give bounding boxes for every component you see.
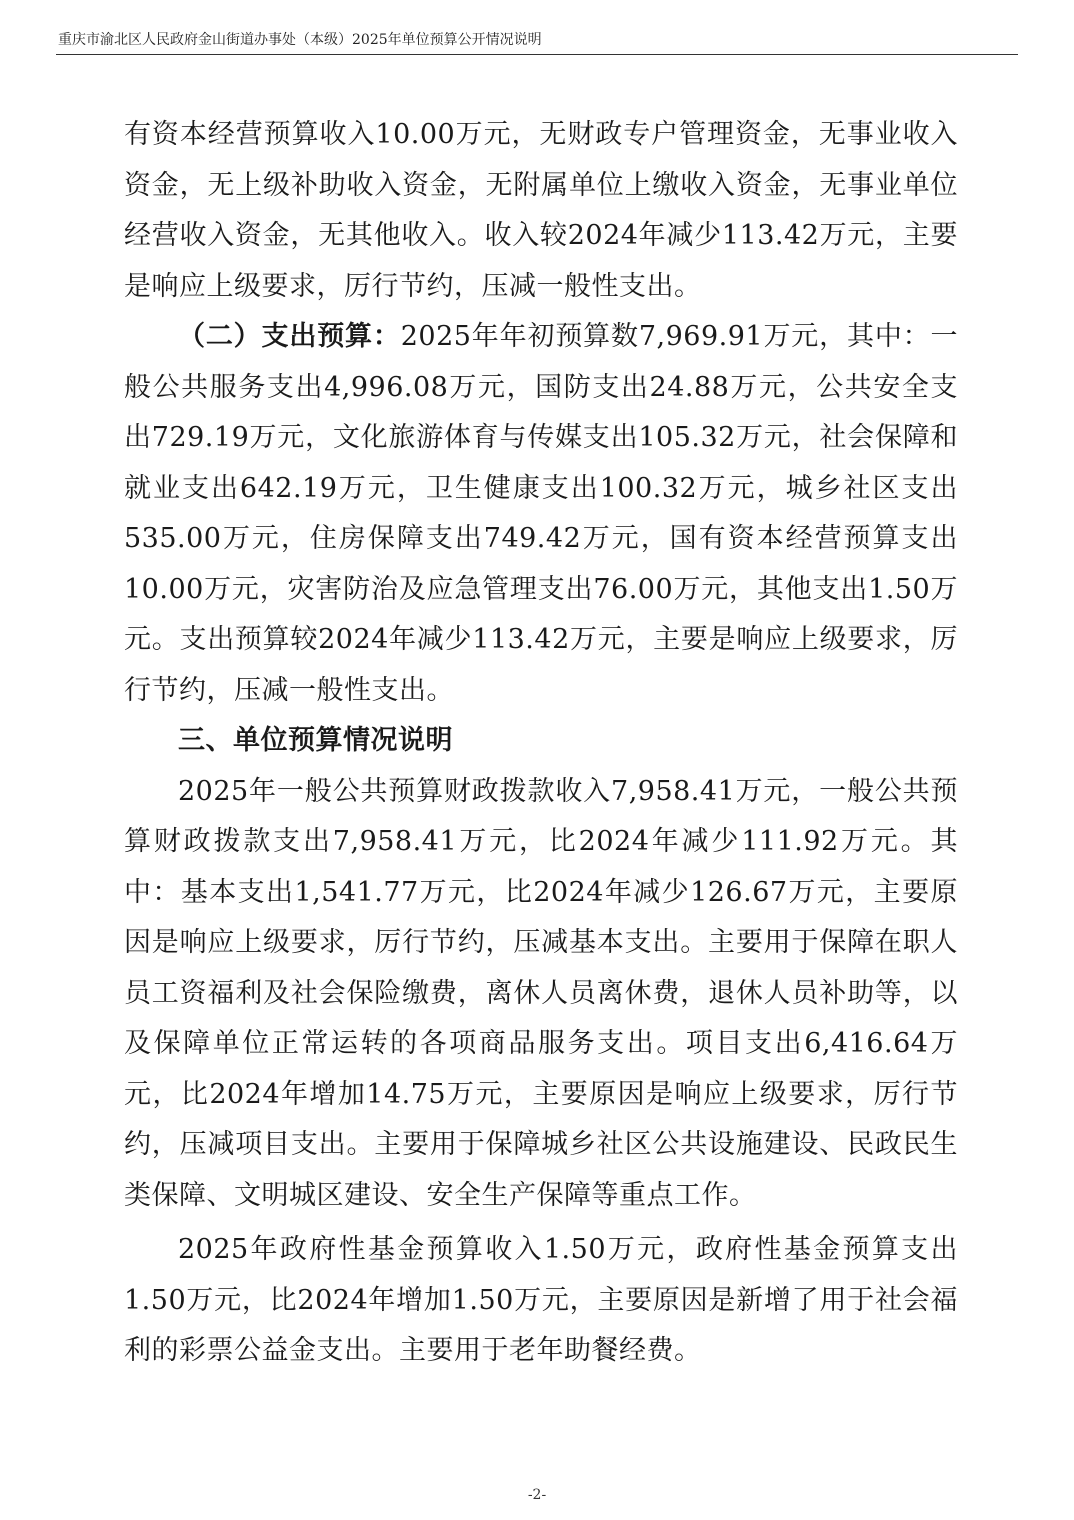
expenditure-budget-subtitle: （二）支出预算：	[178, 321, 401, 352]
running-header: 重庆市渝北区人民政府金山街道办事处（本级）2025年单位预算公开情况说明	[58, 32, 542, 48]
section-heading-unit-budget: 三、单位预算情况说明	[178, 725, 453, 756]
paragraph-income-continuation: 有资本经营预算收入10.00万元，无财政专户管理资金，无事业收入资金，无上级补助收入资金，无附属单位上缴收入资金，无事业单位经营收入资金，无其他收入。收入较2024年减少113.42万元，主要是响应上级要求，厉行节约，压减一般性支出。	[124, 119, 958, 302]
page-number: -2-	[527, 1487, 547, 1503]
paragraph-expenditure-budget	[124, 312, 958, 716]
paragraph-general-public-budget: 2025年一般公共预算财政拨款收入7,958.41万元，一般公共预算财政拨款支出7,958.41万元，比2024年减少111.92万元。其中：基本支出1,541.77万元，比2024年减少126.67万元，主要原因是响应上级要求，厉行节约，压减基本支出。主要用于保障在职人员工资福利及社会保险缴费，离休人员离休费，退休人员补助等，以及保障单位正常运转的各项商品服务支出。项目支出6,416.64万元，比2024年增加14.75万元，主要原因是响应上级要求，厉行节约，压减项目支出。主要用于保障城乡社区公共设施建设、民政民生类保障、文明城区建设、安全生产保障等重点工作。	[124, 775, 958, 1211]
header-rule	[56, 54, 1018, 55]
paragraph-government-fund-budget: 2025年政府性基金预算收入1.50万元，政府性基金预算支出1.50万元，比2024年增加1.50万元，主要原因是新增了用于社会福利的彩票公益金支出。主要用于老年助餐经费。	[124, 1234, 958, 1366]
document-body	[124, 110, 958, 1377]
expenditure-budget-text: 2025年年初预算数7,969.91万元，其中：一般公共服务支出4,996.08万元，国防支出24.88万元，公共安全支出729.19万元，文化旅游体育与传媒支出105.32万元，社会保障和就业支出642.19万元，卫生健康支出100.32万元，城乡社区支出535.00万元，住房保障支出749.42万元，国有资本经营预算支出10.00万元，灾害防治及应急管理支出76.00万元，其他支出1.50万元。支出预算较2024年减少113.42万元，主要是响应上级要求，厉行节约，压减一般性支出。	[124, 321, 958, 706]
